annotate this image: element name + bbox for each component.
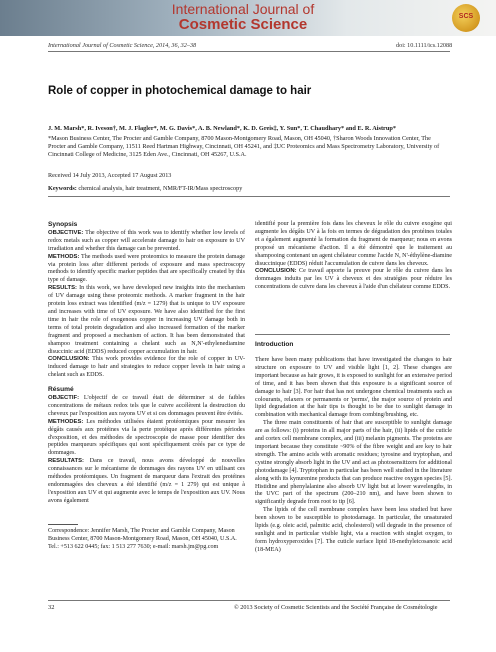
left-column — [48, 221, 245, 506]
footer-rule — [48, 600, 450, 601]
resume-methods: METHODES: Les méthodes utilisées étaient protéomiques pour mesurer les dégâts causés aux protéines via la perte protéique après différentes périodes d'exposition, et des méthodes de spectroscopie de masse pour identifier des peptides marqueurs spécifiques qui sont spécifiquement créés par ce type de dommages. — [48, 418, 246, 457]
affiliations: *Mason Business Center, The Procter and Gamble Company, 8700 Mason-Montgomery Road, Mason, OH 45040, †Sharon Woods Innovation Center, The Procter and Gamble Company, 11511 Reed Hartman Highway, Cincinnati, OH 45241, and ‡UC Proteomics and Mass Spectrometry Laboratory, University of Cincinnati College of Medicine, 3125 Eden Ave., Cincinnati, OH 45267, U.S.A. — [48, 135, 440, 159]
introduction-paragraph-1: There have been many publications that have investigated the changes to hair structure on exposure to UV and visible light [1, 2]. These changes are important because as hair grows, it is exposed to sunlight for an extensive period of time, and it has been shown that this exposure is a significant source of damage to hair [3]. For hair that has not undergone chemical treatments such as colourants, relaxers or permanents or 'perms', the major source of protein and lipid degradation at the hair tips is thought to be due to sunlight damage in combination with mechanical damage from combing/brushing, etc. — [255, 357, 452, 419]
keywords-text: chemical analysis, hair treatment, NMR/FT-IR/Mass spectroscopy — [78, 185, 243, 192]
journal-title-line1: International Journal of — [171, 1, 315, 17]
synopsis-heading: Synopsis — [48, 221, 78, 228]
synopsis-conclusion: CONCLUSION: This work provides evidence for the role of copper in UV-induced damage to hair and strategies to reduce copper levels in hair using a chelant such as EDDS. — [48, 356, 245, 379]
resume-results: RESULTATS: Dans ce travail, nous avons développé de nouvelles connaissances sur le mécanisme de dommages des rayons UV en utilisant ces méthodes protéomiques. Un fragment de marqueur dans l'extrait des protéines endommagées des cheveux a été identifié (m/z = 1 279) qui est unique à l'exposition aux UV et qui augmente avec le temps de l'exposition aux UV. Nous avons également — [48, 458, 245, 504]
header-rule — [48, 51, 450, 52]
keywords — [48, 185, 242, 192]
introduction-paragraph-3: The lipids of the cell membrane complex have been less studied but have been shown to be susceptible to photodamage. In particular, the unsaturated lipids (e.g. oleic acid, palmitic acid, cholesterol) will degrade in the presence of sunlight and in particular visible light, via a reaction with singlet oxygen, to form hydroxyperoxides [7]. The cuticle surface lipid 18-methyleicosanoic acid (18-MEA) — [255, 507, 452, 553]
author-list: J. M. Marsh*, R. Iveson†, M. J. Flagler*, M. G. Davis*, A. B. Newland*, K. D. Greis‡, Y. Sun*, T. Chaudhary* and E. R. Aistrup* — [48, 125, 396, 132]
introduction-paragraph-2: The three main constituents of hair that are susceptible to sunlight damage are as follows: (i) proteins in all major parts of the hair, (ii) lipids of the cuticle and cortex cell membrane complex, and (iii) melanin pigments. The proteins are important because they constitute ~90% of the fibre weight and are key to hair strength. The amino acids with aromatic residues; tyrosine and tryptophan, and cystine strongly absorb light in the UV and act as photosensitizers for additional photodamage [4]. Tryptophan in particular has been well studied in the literature along with its kynurenine products that can produce reactive oxygen species [5]. Histidine and phenylalanine also absorb UV light but at lower wavelengths, in the UVC part of the spectrum (200–210 nm), and have been shown to significantly degrade from root to tip [6]. — [255, 420, 452, 506]
abstract-rule — [48, 196, 450, 197]
resume-conclusion: CONCLUSION: Ce travail apporte la preuve pour le rôle du cuivre dans les dommages induits par les UV à cheveux et des stratégies pour réduire les concentrations de cuivre dans les cheveux à l'aide d'un chélateur comme EDDS. — [255, 268, 452, 291]
copyright: © 2013 Society of Cosmetic Scientists and the Société Française de Cosmétologie — [234, 604, 438, 611]
resume-objective: OBJECTIF: L'objectif de ce travail était de déterminer si de faibles concentrations de métaux redox tels que le cuivre accélèrent la destruction du cheveux par l'exposition aux rayons UV et si ces dommages peuvent être évités. — [48, 395, 246, 417]
scs-logo — [452, 4, 480, 32]
right-column-abstract — [255, 221, 452, 292]
correspondence-rule — [48, 524, 78, 525]
journal-title — [78, 2, 408, 32]
running-head-citation: International Journal of Cosmetic Science, 2014, 36, 32–38 — [48, 42, 197, 49]
journal-title-line2: Cosmetic Science — [178, 16, 308, 33]
synopsis-methods: METHODS: The methods used were proteomics to measure the protein damage via protein loss after different periods of exposure and mass spectroscopy methods to identify specific marker peptides that are specifically created by this type of damage. — [48, 253, 245, 284]
keywords-label: Keywords: — [48, 185, 77, 192]
page-number: 32 — [48, 604, 55, 611]
synopsis-results: RESULTS: In this work, we have developed new insights into the mechanism of UV damage using these proteomic methods. A marker fragment in the hair protein loss extract was identified (m/z = 1279) that is unique to UV exposure and increases with time of UV exposure. We have also identified for the first time in hair the role of exogenous copper in increasing UV damage both in terms of total protein degradation and also increased formation of the marker fragment and proposed a mechanism of action. It has been demonstrated that shampoo treatment containing a chelant such as N,N'-ethylenediamine disuccinic acid (EDDS) reduced copper accumulation in hair. — [48, 285, 245, 355]
synopsis-objective: OBJECTIVE: The objective of this work was to identify whether low levels of redox metals such as copper will accelerate damage to hair on exposure to UV irradiation and whether this damage can be prevented. — [48, 229, 245, 252]
running-head-doi: doi: 10.1111/ics.12088 — [396, 42, 453, 49]
introduction-body — [255, 357, 452, 555]
article-title: Role of copper in photochemical damage to hair — [48, 85, 312, 97]
logo-text: SCS — [458, 13, 474, 20]
resume-heading: Résumé — [48, 386, 74, 394]
correspondence-note: Correspondence: Jennifer Marsh, The Procter and Gamble Company, Mason Business Center, 8700 Mason-Montgomery Road, Mason, OH 45040, U.S.A. Tel.: +513 622 0445; fax: 1 513 277 7630; e-mail: marsh.jm@pg.com — [48, 528, 237, 550]
abstract-end-rule — [255, 334, 450, 335]
resume-continued: identifié pour la première fois dans les cheveux le rôle du cuivre exogène qui augmente les dégâts UV à la fois en termes de dégradation des protéines totales et a également augmenté la formation du fragment de marqueur; nous en avons proposé un mécanisme d'action. Il a été démontré que le traitement au shampooing contenant un agent chélateur comme l'acide N, N'-éthylène-diamine disuccinique (EDDS) réduit l'accumulation de cuivre dans les cheveux. — [255, 221, 452, 267]
received-accepted-dates: Received 14 July 2013, Accepted 17 August 2013 — [48, 172, 172, 179]
introduction-heading: Introduction — [255, 341, 294, 348]
